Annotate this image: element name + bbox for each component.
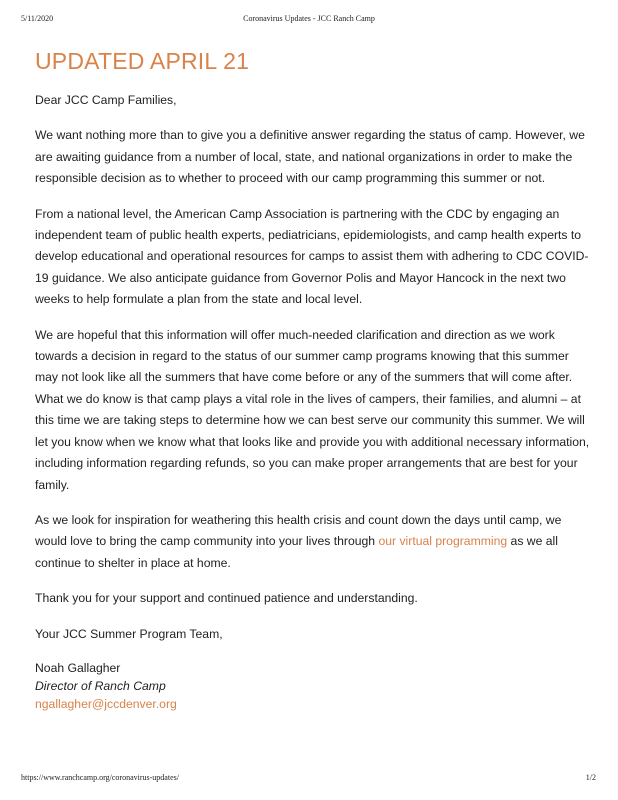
signature-email-link[interactable]: ngallagher@jccdenver.org <box>35 696 177 711</box>
virtual-text-before: As we look for inspiration for weathering this health crisis and count down the days until camp, we would love to bring the camp community into your lives through <box>35 512 562 549</box>
paragraph-hopeful: We are hopeful that this information will offer much-needed clarification and direction as we work towards a decision in regard to the status of our summer camp programs knowing that this summer may not look like all the summers that have come before or any of the summers that will come after. What we do know is that camp plays a vital role in the lives of campers, their families, and alumni – at this time we are taking steps to determine how we can best serve our community this summer. We will let you know when we know what that looks like and provide you with additional necessary information, including information regarding refunds, so you can make proper arrangements that are best for your family. <box>35 327 590 492</box>
signature-name: Noah Gallagher <box>35 660 121 675</box>
paragraph-virtual <box>35 510 595 574</box>
article <box>35 48 595 713</box>
paragraph-national-guidance: From a national level, the American Camp Association is partnering with the CDC by engaging an independent team of public health experts, pediatricians, epidemiologists, and camp health experts to develop educational and operational resources for camps to assist them with adhering to CDC COVID-19 guidance. We also anticipate guidance from Governor Polis and Mayor Hancock in the next two weeks to help formulate a plan from the state and local level. <box>35 206 589 307</box>
paragraph-status: We want nothing more than to give you a definitive answer regarding the status of camp. However, we are awaiting guidance from a number of local, state, and national organizations in order to make the responsible decision as to whether to proceed with our camp programming this summer or not. <box>35 128 585 186</box>
closing-text: Your JCC Summer Program Team, <box>35 626 223 641</box>
virtual-text-after: as we all continue to shelter in place at home. <box>35 534 558 570</box>
article-heading: UPDATED APRIL 21 <box>35 48 250 74</box>
signature-title: Director of Ranch Camp <box>35 678 166 693</box>
print-url: https://www.ranchcamp.org/coronavirus-updates/ <box>21 773 179 782</box>
print-page-number: 1/2 <box>585 773 596 782</box>
greeting: Dear JCC Camp Families, <box>35 93 177 107</box>
signature-block <box>35 659 595 713</box>
virtual-programming-link[interactable]: our virtual programming <box>378 534 508 549</box>
print-date: 5/11/2020 <box>21 14 54 23</box>
print-page-title: Coronavirus Updates - JCC Ranch Camp <box>243 14 375 23</box>
thanks-text: Thank you for your support and continued patience and understanding. <box>35 591 418 606</box>
